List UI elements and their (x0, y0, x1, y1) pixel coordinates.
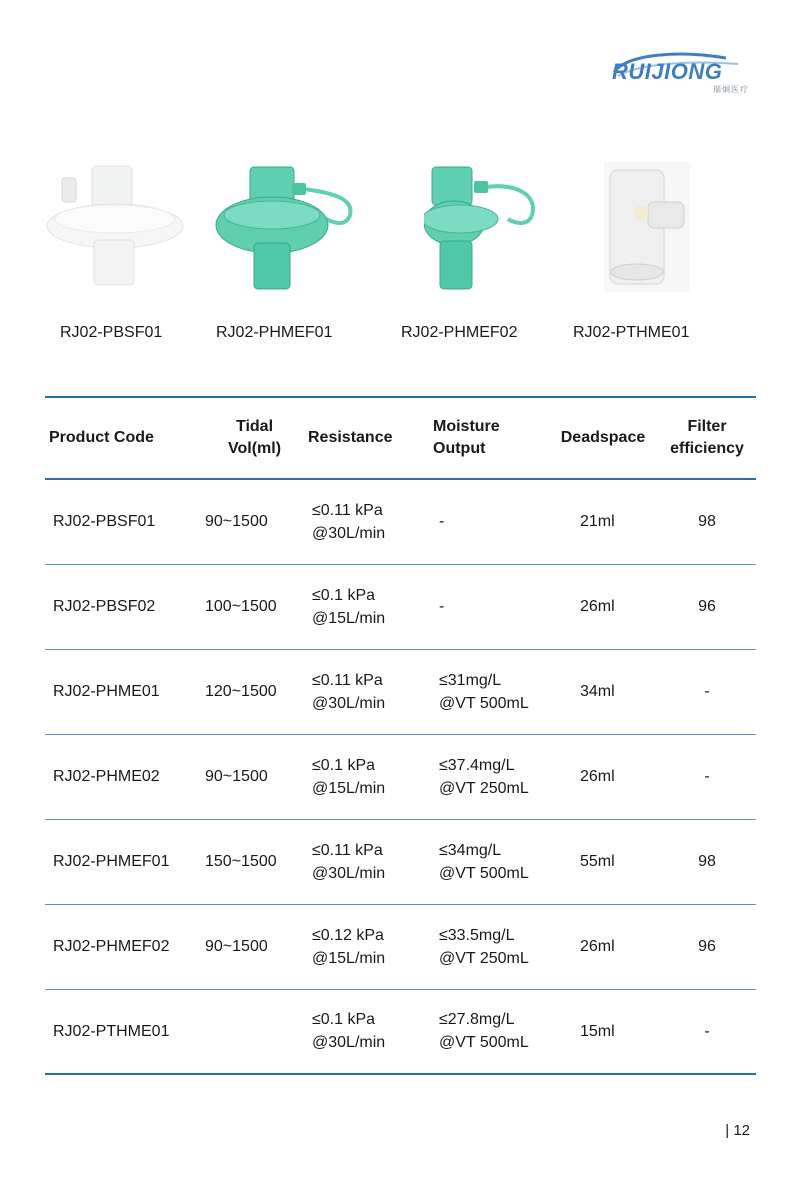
header-moisture-line2: Output (433, 440, 486, 457)
cell-filter: - (704, 768, 710, 785)
brand-logo (608, 50, 753, 96)
product-label: RJ02-PTHME01 (573, 324, 690, 341)
resistance-value: ≤0.11 kPa (312, 841, 383, 859)
moisture-value: ≤33.5mg/L (439, 926, 515, 944)
cell-tidal: 90~1500 (205, 938, 268, 955)
cell-moisture (433, 819, 548, 904)
header-tidal-line1: Tidal (235, 418, 274, 435)
cell-deadspace: 26ml (580, 598, 615, 615)
cell-resistance (308, 564, 433, 649)
header-filter-line1: Filter (687, 418, 727, 435)
header-moisture-output (433, 397, 548, 479)
cell-moisture (433, 904, 548, 989)
spec-table-container (45, 396, 752, 1075)
moisture-volume: @VT 500mL (439, 694, 529, 712)
header-moisture-line1: Moisture (433, 418, 500, 435)
cell-code: RJ02-PBSF01 (53, 513, 156, 531)
cell-resistance (308, 479, 433, 564)
table-header-row (45, 397, 756, 479)
cell-filter: - (704, 683, 710, 700)
resistance-flow: @30L/min (312, 694, 386, 712)
moisture-volume: @VT 500mL (439, 864, 529, 882)
cell-moisture (433, 564, 548, 649)
green-hmef-angled-image (424, 163, 540, 293)
cell-tidal: 120~1500 (205, 683, 277, 700)
cell-resistance (308, 989, 433, 1074)
cell-tidal (201, 989, 308, 1074)
table-row (45, 479, 756, 564)
cell-moisture (433, 734, 548, 819)
header-product-code: Product Code (49, 429, 154, 446)
product-label: RJ02-PHMEF01 (216, 324, 333, 341)
cell-deadspace: 26ml (580, 938, 615, 955)
cell-moisture (433, 479, 548, 564)
cell-code: RJ02-PTHME01 (53, 1022, 170, 1040)
header-tidal-vol (201, 397, 308, 479)
resistance-flow: @30L/min (312, 524, 386, 542)
product-label: RJ02-PBSF01 (60, 324, 163, 341)
cell-filter: 96 (698, 598, 716, 615)
cell-deadspace: 21ml (580, 513, 615, 531)
resistance-value: ≤0.11 kPa (312, 671, 383, 689)
cell-code: RJ02-PHME01 (53, 683, 160, 700)
cell-resistance (308, 904, 433, 989)
cell-filter: 96 (698, 938, 716, 955)
table-row (45, 734, 756, 819)
table-row (45, 819, 756, 904)
brand-subtitle: 瑞炯医疗 (713, 85, 749, 94)
cell-filter: 98 (698, 513, 716, 531)
cell-resistance (308, 819, 433, 904)
header-filter-efficiency (658, 397, 756, 479)
cell-tidal: 150~1500 (205, 853, 277, 870)
moisture-value: ≤27.8mg/L (439, 1011, 515, 1029)
resistance-flow: @15L/min (312, 949, 386, 967)
cell-resistance (308, 734, 433, 819)
table-row (45, 564, 756, 649)
cell-deadspace: 55ml (580, 853, 615, 870)
cell-code: RJ02-PHMEF01 (53, 853, 170, 870)
moisture-value: - (439, 513, 445, 531)
moisture-volume: @VT 250mL (439, 949, 529, 967)
resistance-flow: @30L/min (312, 1034, 386, 1052)
moisture-value: - (439, 598, 445, 615)
product-gallery (0, 150, 800, 360)
cell-tidal: 100~1500 (205, 598, 277, 615)
white-filter-image (44, 164, 186, 289)
moisture-value: ≤37.4mg/L (439, 756, 515, 774)
resistance-value: ≤0.12 kPa (312, 926, 384, 944)
moisture-volume: @VT 250mL (439, 779, 529, 797)
resistance-value: ≤0.1 kPa (312, 756, 376, 774)
cell-code: RJ02-PBSF02 (53, 598, 156, 615)
table-row (45, 989, 756, 1074)
clear-thme-image (604, 162, 690, 292)
resistance-value: ≤0.1 kPa (312, 1011, 376, 1029)
cell-code: RJ02-PHMEF02 (53, 938, 170, 955)
green-hmef-image (214, 163, 356, 293)
table-row (45, 904, 756, 989)
cell-filter: - (704, 1022, 710, 1040)
cell-tidal: 90~1500 (205, 513, 268, 531)
cell-moisture (433, 649, 548, 734)
moisture-value: ≤31mg/L (439, 671, 502, 689)
header-tidal-line2: Vol(ml) (227, 440, 282, 457)
resistance-value: ≤0.11 kPa (312, 501, 383, 519)
table-row (45, 649, 756, 734)
cell-deadspace: 34ml (580, 683, 615, 700)
resistance-flow: @15L/min (312, 779, 386, 797)
moisture-volume: @VT 500mL (439, 1034, 529, 1052)
header-filter-line2: efficiency (670, 440, 744, 457)
resistance-flow: @30L/min (312, 864, 386, 882)
cell-moisture (433, 989, 548, 1074)
header-deadspace: Deadspace (560, 429, 646, 446)
cell-deadspace: 26ml (580, 768, 615, 785)
cell-filter: 98 (698, 853, 716, 870)
resistance-flow: @15L/min (312, 609, 386, 627)
header-resistance: Resistance (308, 429, 393, 446)
page-number: | 12 (725, 1122, 750, 1139)
cell-code: RJ02-PHME02 (53, 768, 160, 785)
brand-name: RUIJIONG (612, 59, 723, 84)
cell-deadspace: 15ml (580, 1022, 615, 1040)
product-label: RJ02-PHMEF02 (401, 324, 518, 341)
resistance-value: ≤0.1 kPa (312, 586, 376, 604)
cell-resistance (308, 649, 433, 734)
moisture-value: ≤34mg/L (439, 841, 502, 859)
cell-tidal: 90~1500 (205, 768, 268, 785)
spec-table (45, 396, 756, 1075)
